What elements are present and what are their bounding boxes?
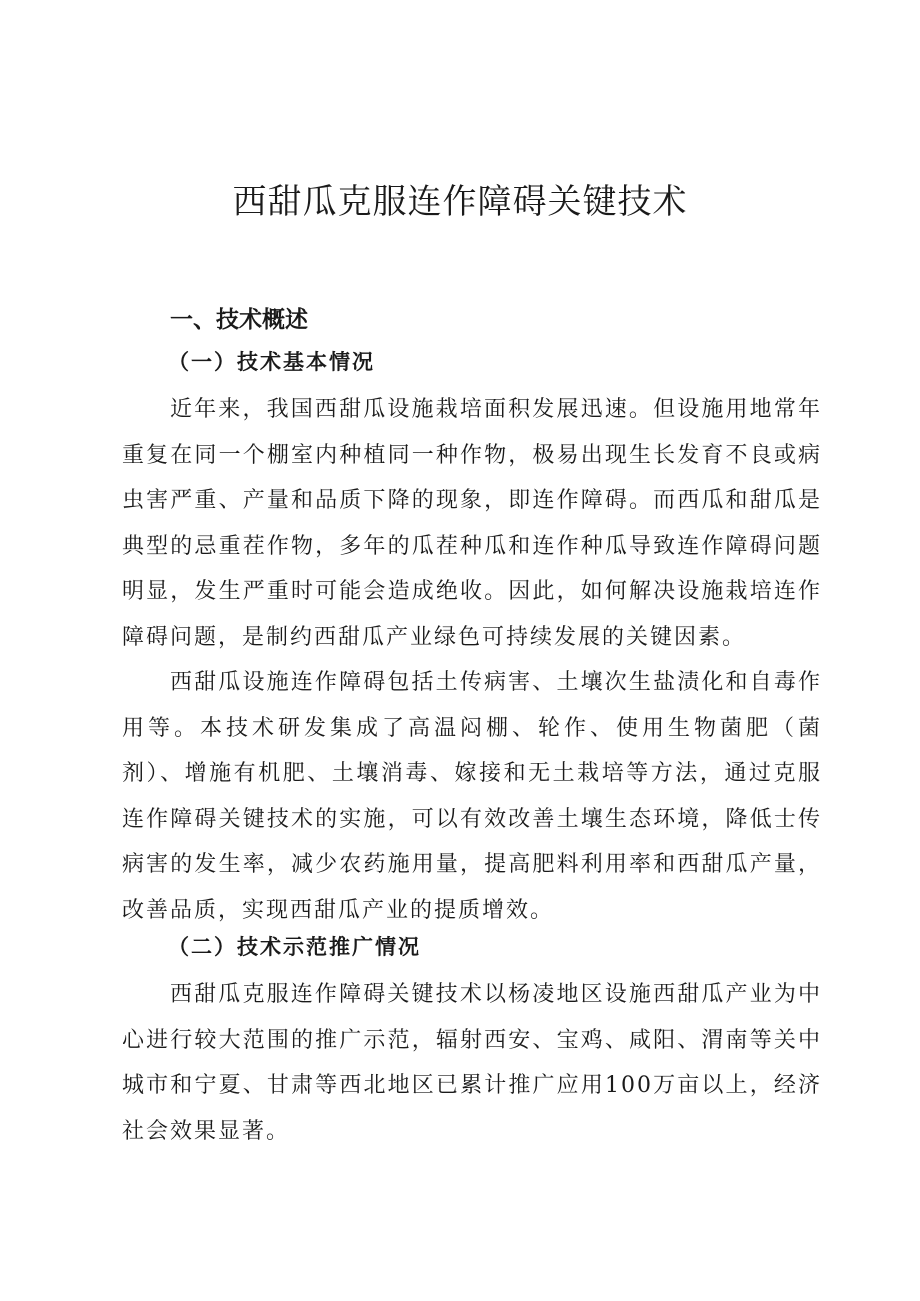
document-title: 西甜瓜克服连作障碍关键技术 <box>232 182 688 222</box>
paragraph-technology: 西甜瓜设施连作障碍包括土传病害、土壤次生盐渍化和自毒作用等。本技术研发集成了高温闷棚、轮作、使用生物菌肥（菌剂）、增施有机肥、土壤消毒、嫁接和无土栽培等方法，通过克服连作障碍关键技术的实施，可以有效改善土壤生态环境，降低士传病害的发生率，减少农药施用量，提高肥料利用率和西甜瓜产量，改善品质，实现西甜瓜产业的提质增效。 <box>122 670 822 923</box>
section-heading-overview: 一、技术概述 <box>170 307 308 333</box>
paragraph-demonstration: 西甜瓜克服连作障碍关键技术以杨凌地区设施西甜瓜产业为中心进行较大范围的推广示范，辐射西安、宝鸡、咸阳、渭南等关中城市和宁夏、甘肃等西北地区已累计推广应用100万亩以上，经济社会效果显著。 <box>122 982 822 1144</box>
paragraph-background: 近年来，我国西甜瓜设施栽培面积发展迅速。但设施用地常年重复在同一个棚室内种植同一种作物，极易出现生长发育不良或病虫害严重、产量和品质下降的现象，即连作障碍。而西瓜和甜瓜是典型的忌重茬作物，多年的瓜茬种瓜和连作种瓜导致连作障碍问题明显，发生严重时可能会造成绝收。因此，如何解决设施栽培连作障碍问题，是制约西甜瓜产业绿色可持续发展的关键因素。 <box>122 397 822 650</box>
subsection-heading-basic-info: （一）技术基本情况 <box>168 349 375 374</box>
subsection-heading-demonstration: （二）技术示范推广情况 <box>168 934 421 959</box>
